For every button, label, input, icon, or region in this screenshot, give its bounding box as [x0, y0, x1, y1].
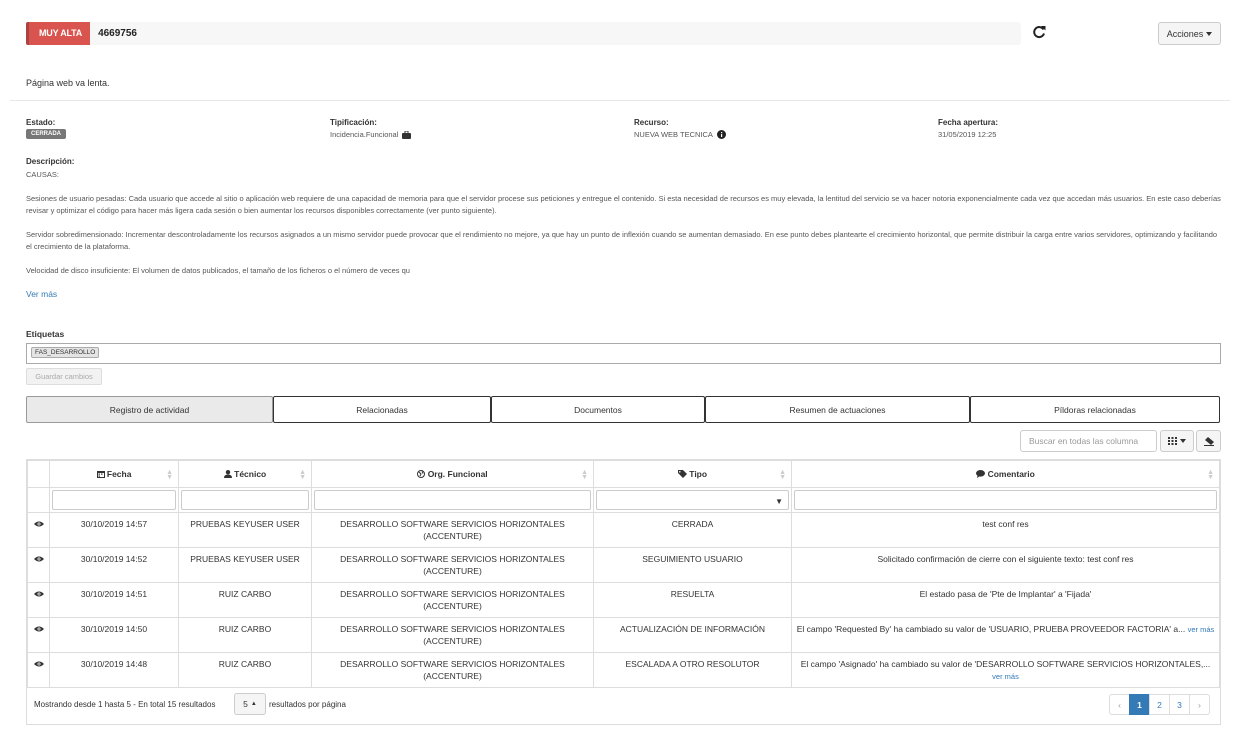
org-line: DESARROLLO SOFTWARE SERVICIOS HORIZONTALES	[340, 589, 565, 599]
page-button[interactable]: 3	[1169, 694, 1190, 715]
cell-tipo: CERRADA	[594, 513, 792, 548]
prev-page-button[interactable]: ‹	[1109, 694, 1130, 715]
filter-row	[28, 488, 1220, 513]
org-line: DESARROLLO SOFTWARE SERVICIOS HORIZONTALES	[340, 624, 565, 634]
cell-tipo: SEGUIMIENTO USUARIO	[594, 548, 792, 583]
tags-input[interactable]	[26, 343, 1221, 364]
comment-text: El campo 'Asignado' ha cambiado su valor de 'DESARROLLO SOFTWARE SERVICIOS HORIZONTALES,...	[800, 659, 1211, 669]
caret-down-icon	[1206, 32, 1212, 36]
eye-icon[interactable]	[34, 591, 44, 597]
sort-icon[interactable]: ▲ ▼	[166, 469, 173, 481]
grid-icon	[1168, 437, 1177, 445]
description-label: Descripción:	[26, 157, 75, 166]
tipificacion-text: Incidencia.Funcional	[330, 130, 399, 139]
cell-comentario	[792, 653, 1220, 688]
column-label: Fecha	[106, 469, 132, 479]
status-badge: CERRADA	[26, 129, 66, 139]
filter-tipo-select[interactable]	[596, 490, 789, 510]
globe-icon	[417, 470, 425, 478]
tab-bar	[0, 396, 1240, 423]
cell-tecnico: PRUEBAS KEYUSER USER	[179, 548, 312, 583]
column-label: Técnico	[234, 469, 267, 479]
tab-relacionadas[interactable]: Relacionadas	[273, 396, 491, 423]
recurso-value	[634, 130, 726, 139]
column-header-comentario[interactable]	[792, 461, 1220, 488]
cell-org	[312, 513, 594, 548]
priority-badge: MUY ALTA	[26, 22, 90, 45]
column-label: Tipo	[689, 469, 708, 479]
cell-comentario	[792, 583, 1220, 618]
info-icon[interactable]	[717, 130, 726, 139]
org-line: (ACCENTURE)	[423, 635, 482, 646]
view-cell	[28, 513, 50, 548]
sort-icon[interactable]: ▲ ▼	[299, 469, 306, 481]
eye-icon[interactable]	[34, 626, 44, 632]
cell-fecha: 30/10/2019 14:52	[50, 548, 179, 583]
view-cell	[28, 548, 50, 583]
sort-icon[interactable]: ▲ ▼	[779, 469, 786, 481]
estado-label: Estado:	[26, 118, 56, 127]
table-row	[28, 618, 1220, 653]
tag-chip[interactable]: FAS_DESARROLLO	[31, 347, 99, 358]
cell-fecha: 30/10/2019 14:51	[50, 583, 179, 618]
ver-mas-link[interactable]: Ver más	[26, 289, 58, 299]
filter-cell	[792, 488, 1220, 513]
clear-filters-button[interactable]	[1196, 430, 1221, 452]
eye-icon[interactable]	[34, 556, 44, 562]
tipificacion-label: Tipificación:	[330, 118, 377, 127]
org-line: DESARROLLO SOFTWARE SERVICIOS HORIZONTALES	[340, 659, 565, 669]
user-icon	[224, 470, 232, 478]
filter-comentario-input[interactable]	[794, 490, 1217, 510]
org-line: (ACCENTURE)	[423, 600, 482, 611]
ticket-header	[26, 22, 1021, 45]
per-page-label: resultados por página	[269, 700, 346, 709]
cell-comentario	[792, 618, 1220, 653]
org-line: (ACCENTURE)	[423, 565, 482, 576]
table-row	[28, 653, 1220, 688]
filter-cell	[28, 488, 50, 513]
tags-label: Etiquetas	[26, 329, 65, 339]
caret-up-icon: ▲	[250, 701, 257, 707]
filter-cell	[312, 488, 594, 513]
tag-icon	[678, 470, 687, 478]
caret-down-icon: ▼	[775, 497, 783, 506]
table-row	[28, 583, 1220, 618]
filter-cell	[50, 488, 179, 513]
cell-org	[312, 583, 594, 618]
sort-icon[interactable]: ▲ ▼	[581, 469, 588, 481]
next-page-button[interactable]: ›	[1189, 694, 1210, 715]
caret-down-icon	[1180, 439, 1186, 443]
filter-org-input[interactable]	[314, 490, 591, 510]
eye-icon[interactable]	[34, 521, 44, 527]
recurso-text: NUEVA WEB TECNICA	[634, 130, 713, 139]
page-button[interactable]: 1	[1129, 694, 1150, 715]
comment-text: El estado pasa de 'Pte de Implantar' a 'Fijada'	[919, 589, 1092, 599]
eraser-icon	[1204, 437, 1214, 446]
filter-fecha-input[interactable]	[52, 490, 176, 510]
description-paragraph: Servidor sobredimensionado: Incrementar descontroladamente los recursos asignados a un mismo servidor puede provocar que el rendimiento no mejore, ya que hay un punto de inflexión cuando se aumentan demasiado. En ese punto debes plantearte el crecimiento horizontal, que permite distribuir la carga entre varios servidores, optimizando y facilitando el crecimiento de la plataforma.	[26, 230, 1218, 251]
fecha-apertura-label: Fecha apertura:	[938, 118, 999, 127]
org-line: (ACCENTURE)	[423, 670, 482, 681]
column-header-tecnico[interactable]	[179, 461, 312, 488]
org-line: DESARROLLO SOFTWARE SERVICIOS HORIZONTALES	[340, 554, 565, 564]
column-header-view	[28, 461, 50, 488]
column-label: Comentario	[987, 469, 1035, 479]
column-header-tipo[interactable]	[594, 461, 792, 488]
description-paragraph: Velocidad de disco insuficiente: El volumen de datos publicados, el tamaño de los ficheros o el número de veces qu	[26, 266, 410, 275]
cell-tipo: ESCALADA A OTRO RESOLUTOR	[594, 653, 792, 688]
org-line: DESARROLLO SOFTWARE SERVICIOS HORIZONTALES	[340, 519, 565, 529]
cell-tecnico: RUIZ CARBO	[179, 653, 312, 688]
cell-comentario	[792, 513, 1220, 548]
tipificacion-value	[330, 130, 411, 139]
actions-label: Acciones	[1166, 28, 1204, 39]
recurso-label: Recurso:	[634, 118, 669, 127]
cell-org	[312, 548, 594, 583]
cell-org	[312, 653, 594, 688]
activity-table	[26, 459, 1221, 725]
comment-icon	[976, 470, 985, 478]
table-row	[28, 513, 1220, 548]
column-header-fecha[interactable]	[50, 461, 179, 488]
tab-registro-actividad[interactable]: Registro de actividad	[26, 396, 273, 423]
sort-icon[interactable]: ▲ ▼	[1207, 469, 1214, 481]
comment-text: El campo 'Requested By' ha cambiado su valor de 'USUARIO, PRUEBA PROVEEDOR FACTORIA' a...	[796, 624, 1186, 634]
filter-tecnico-input[interactable]	[181, 490, 309, 510]
org-line: (ACCENTURE)	[423, 530, 482, 541]
results-summary: Mostrando desde 1 hasta 5 - En total 15 resultados	[34, 700, 216, 709]
column-header-org-funcional[interactable]	[312, 461, 594, 488]
filter-cell	[594, 488, 792, 513]
tab-pildoras-relacionadas[interactable]: Píldoras relacionadas	[970, 396, 1220, 423]
view-cell	[28, 583, 50, 618]
ticket-summary: Página web va lenta.	[26, 78, 110, 88]
refresh-icon[interactable]	[1031, 24, 1047, 40]
search-input[interactable]: Buscar en todas las columna	[1020, 430, 1157, 452]
comment-text: Solicitado confirmación de cierre con el siguiente texto: test conf res	[877, 554, 1134, 564]
cell-fecha: 30/10/2019 14:50	[50, 618, 179, 653]
tab-resumen-actuaciones[interactable]: Resumen de actuaciones	[705, 396, 970, 423]
view-cell	[28, 653, 50, 688]
save-changes-button[interactable]: Guardar cambios	[26, 368, 102, 385]
columns-button[interactable]	[1160, 430, 1194, 452]
column-label: Org. Funcional	[427, 469, 488, 479]
cell-tecnico: RUIZ CARBO	[179, 618, 312, 653]
per-page-dropdown[interactable]	[234, 693, 266, 715]
pagination	[1110, 694, 1210, 715]
view-cell	[28, 618, 50, 653]
per-page-value: 5	[243, 699, 248, 709]
fecha-apertura-value: 31/05/2019 12:25	[938, 130, 997, 139]
actions-dropdown[interactable]	[1158, 22, 1221, 45]
comment-text: test conf res	[982, 519, 1029, 529]
calendar-icon	[97, 470, 105, 478]
ver-mas-link[interactable]: ver más	[1187, 625, 1215, 634]
cell-tipo: RESUELTA	[594, 583, 792, 618]
cell-tecnico: PRUEBAS KEYUSER USER	[179, 513, 312, 548]
cell-fecha: 30/10/2019 14:57	[50, 513, 179, 548]
ticket-id: 4669756	[98, 28, 137, 39]
briefcase-icon	[402, 131, 411, 139]
cell-tipo: ACTUALIZACIÓN DE INFORMACIÓN	[594, 618, 792, 653]
cell-comentario	[792, 548, 1220, 583]
page-button[interactable]: 2	[1149, 694, 1170, 715]
description-paragraph: Sesiones de usuario pesadas: Cada usuario que accede al sitio o aplicación web requiere de una capacidad de memoria para que el servidor procese sus peticiones y entregue el contenido. Si esta necesidad de recursos es muy elevada, la lentitud del servicio se va hacer notoria exponencialmente cada vez que accedan más usuarios. En este caso deberías revisar y optimizar el código para hacer más ligera cada sesión o bien aumentar los recursos disponibles correctamente (ver punto siguiente).	[26, 194, 1221, 215]
filter-cell	[179, 488, 312, 513]
eye-icon[interactable]	[34, 661, 44, 667]
ver-mas-link[interactable]: ver más	[992, 671, 1019, 681]
tab-documentos[interactable]: Documentos	[491, 396, 705, 423]
cell-org	[312, 618, 594, 653]
table-row	[28, 548, 1220, 583]
table-footer	[27, 687, 1220, 724]
cell-fecha: 30/10/2019 14:48	[50, 653, 179, 688]
divider	[10, 100, 1230, 101]
description-causes: CAUSAS:	[26, 170, 59, 179]
cell-tecnico: RUIZ CARBO	[179, 583, 312, 618]
